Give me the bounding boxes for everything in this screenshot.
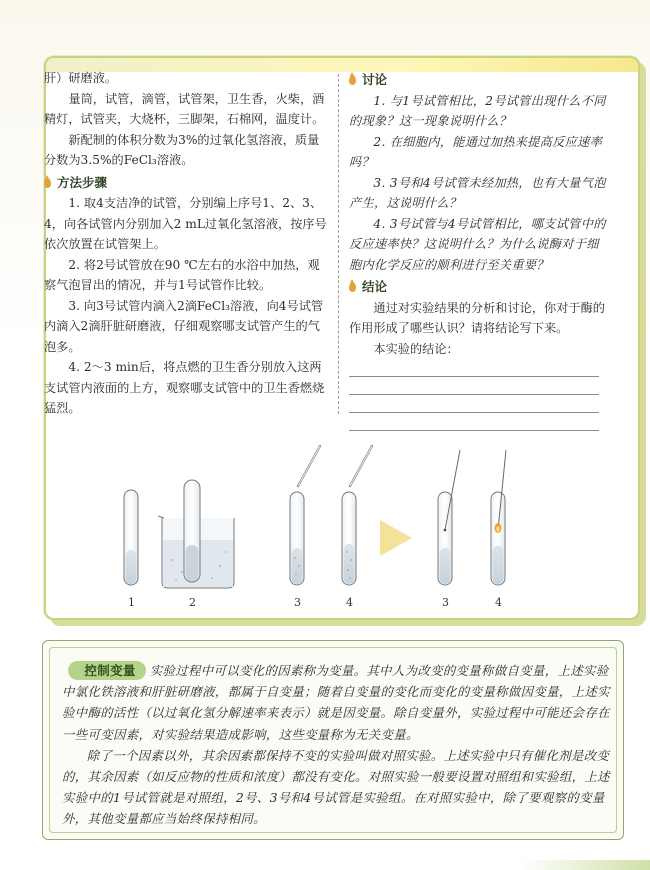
control-variable-para-2: 除了一个因素以外，其余因素都保持不变的实验叫做对照实验。上述实验中只有催化剂是改变的，其余因素（如反应物的性质和浓度）都没有变化。对照实验一般要设置对照组和实验组，上述实验中的1号试管就是对照组，2号、3号和4号试管是实验组。在对照实验中，除了要观察的变量外，其他变量都应当始终保持相同。 <box>62 747 610 827</box>
tube-label-3: 3 <box>294 596 301 609</box>
conclusion-heading <box>349 277 607 298</box>
answer-line[interactable] <box>349 394 599 395</box>
result-label-3: 3 <box>442 596 449 609</box>
materials-line-1: 肝）研磨液。 <box>44 71 118 85</box>
test-tube-1 <box>124 490 138 585</box>
result-tube-3 <box>438 450 460 585</box>
discussion-heading-label: 讨论 <box>362 72 388 87</box>
result-label-4: 4 <box>495 596 502 609</box>
tube-label-2: 2 <box>189 596 196 609</box>
test-tube-figure <box>44 440 636 615</box>
drop-icon <box>349 75 356 85</box>
method-step-2: 2. 将2号试管放在90 ℃左右的水浴中加热，观察气泡冒出的情况，并与1号试管作比较。 <box>44 257 320 292</box>
materials-line-3: 新配制的体积分数为3%的过氧化氢溶液，质量分数为3.5%的FeCl₃溶液。 <box>44 132 320 167</box>
conclusion-heading-label: 结论 <box>362 279 388 294</box>
discussion-item-3: 3. 3号和4号试管未经加热，也有大量气泡产生，这说明什么？ <box>349 175 606 210</box>
dropper-3 <box>298 446 320 486</box>
conclusion-prompt: 本实验的结论： <box>373 341 459 356</box>
test-tube-2 <box>184 480 200 582</box>
tube-label-4: 4 <box>346 596 353 609</box>
answer-line[interactable] <box>349 430 599 431</box>
method-step-4: 4. 2～3 min后，将点燃的卫生香分别放入这两支试管内液面的上方，观察哪支试管中的卫生香燃烧猛烈。 <box>44 360 325 415</box>
process-arrow-icon <box>380 520 412 556</box>
right-column <box>349 68 607 431</box>
control-variable-para-1: 实验过程中可以变化的因素称为变量。其中人为改变的变量称做自变量，上述实验中氯化铁溶液和肝脏研磨液，都属于自变量；随着自变量的变化而变化的变量称做因变量，上述实验中酶的活性（以过氧化氢分解速率来表示）就是因变量。除自变量外，实验过程中可能还会存在一些可变因素，对实验结果造成影响，这些变量称为无关变量。 <box>62 663 610 742</box>
footer-band <box>520 860 650 870</box>
method-step-3: 3. 向3号试管内滴入2滴FeCl₃溶液，向4号试管内滴入2滴肝脏研磨液，仔细观察哪支试管产生的气泡多。 <box>44 298 324 354</box>
discussion-item-1: 1. 与1号试管相比，2号试管出现什么不同的现象？这一现象说明什么？ <box>349 93 606 128</box>
test-tube-3 <box>290 492 304 585</box>
control-variable-text <box>62 660 610 830</box>
discussion-heading <box>349 70 607 91</box>
method-heading-label: 方法步骤 <box>57 174 108 190</box>
method-heading <box>44 173 330 194</box>
drop-icon <box>349 282 356 292</box>
answer-line[interactable] <box>349 376 599 377</box>
dropper-4 <box>350 446 372 486</box>
conclusion-text: 通过对实验结果的分析和讨论，你对于酶的作用形成了哪些认识？请将结论写下来。 <box>349 300 605 335</box>
left-column <box>44 68 330 419</box>
answer-line[interactable] <box>349 412 599 413</box>
test-tube-4 <box>342 492 356 585</box>
test-tube-illustration <box>44 440 636 615</box>
result-tube-4 <box>491 450 506 585</box>
column-divider <box>338 74 339 414</box>
drop-icon <box>44 178 51 188</box>
materials-line-2: 量筒，试管，滴管，试管架，卫生香，火柴，酒精灯，试管夹，大烧杯，三脚架，石棉网，温度计。 <box>44 91 325 126</box>
method-step-1: 1. 取4支洁净的试管，分别编上序号1、2、3、4，向各试管内分别加入2 mL过氧化氢溶液，按序号依次放置在试管架上。 <box>44 196 327 251</box>
discussion-item-2: 2. 在细胞内，能通过加热来提高反应速率吗？ <box>349 134 603 169</box>
tube-label-1: 1 <box>128 596 135 609</box>
control-variable-tag: 控制变量 <box>68 661 146 680</box>
discussion-item-4: 4. 3号试管与4号试管相比，哪支试管中的反应速率快？这说明什么？为什么说酶对于细胞内化学反应的顺利进行至关重要？ <box>349 216 606 272</box>
